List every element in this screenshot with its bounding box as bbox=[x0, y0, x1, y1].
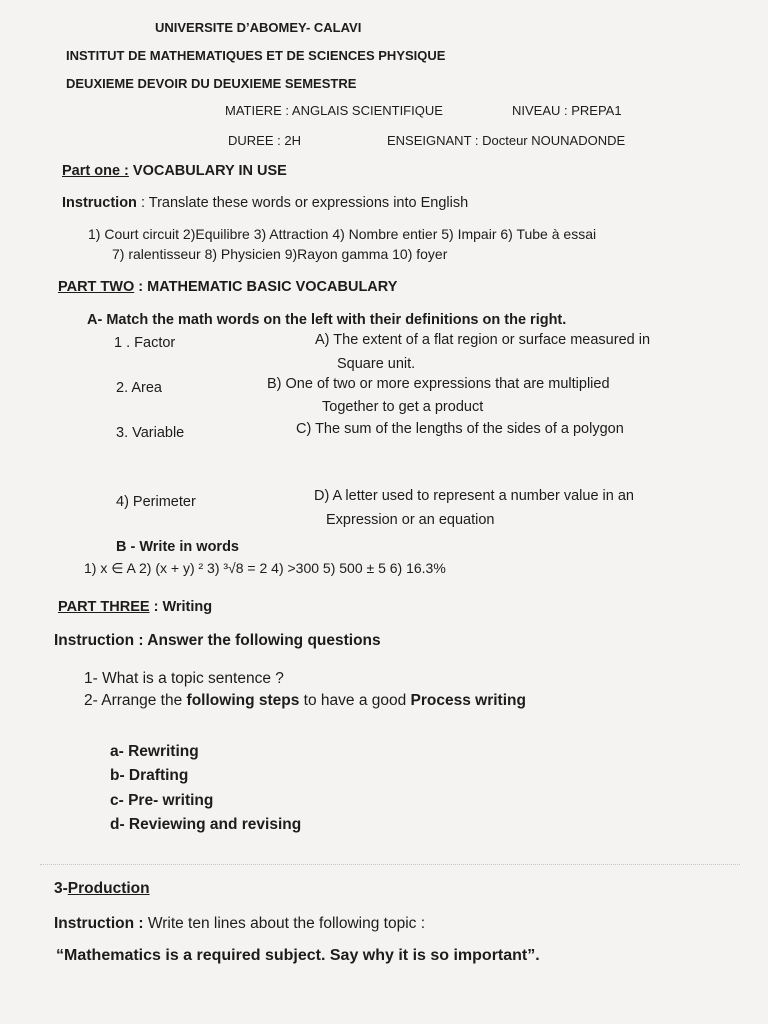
vocab-list-line-1: 1) Court circuit 2)Equilibre 3) Attraction 4) Nombre entier 5) Impair 6) Tube à essai bbox=[88, 226, 597, 242]
step-c: c- Pre- writing bbox=[110, 792, 214, 809]
write-in-words-heading: B - Write in words bbox=[116, 539, 239, 555]
part-two-title: : MATHEMATIC BASIC VOCABULARY bbox=[134, 279, 398, 295]
step-d: d- Reviewing and revising bbox=[110, 816, 302, 833]
production-instruction-text: Write ten lines about the following topic : bbox=[143, 915, 426, 932]
definition-b-line-2: Together to get a product bbox=[322, 399, 484, 415]
production-instruction-label: Instruction : bbox=[54, 915, 144, 932]
definition-c-line-1: C) The sum of the lengths of the sides of a polygon bbox=[296, 421, 624, 437]
university-name: UNIVERSITE D’ABOMEY- CALAVI bbox=[155, 20, 362, 35]
level-line: NIVEAU : PREPA1 bbox=[512, 103, 622, 118]
part-two-label: PART TWO bbox=[58, 279, 135, 295]
question-2 bbox=[84, 692, 526, 710]
question-2-mid: to have a good bbox=[299, 692, 411, 709]
subject-line: MATIERE : ANGLAIS SCIENTIFIQUE bbox=[225, 103, 443, 118]
definition-a-line-1: A) The extent of a flat region or surface measured in bbox=[315, 332, 651, 348]
production-instruction bbox=[54, 915, 425, 933]
production-topic: “Mathematics is a required subject. Say why it is so important”. bbox=[56, 947, 540, 964]
part-one-label: Part one : bbox=[62, 163, 129, 179]
step-b: b- Drafting bbox=[110, 767, 189, 784]
word-variable: 3. Variable bbox=[116, 425, 185, 441]
word-area: 2. Area bbox=[116, 380, 162, 396]
question-2-bold-process: Process writing bbox=[410, 692, 526, 709]
question-1: 1- What is a topic sentence ? bbox=[84, 670, 284, 687]
teacher-line: ENSEIGNANT : Docteur NOUNADONDE bbox=[387, 133, 626, 148]
write-in-words-items: 1) x ∈ A 2) (x + y) ² 3) ³√8 = 2 4) >300 5) 500 ± 5 6) 16.3% bbox=[84, 560, 446, 576]
part-three-title: : Writing bbox=[149, 599, 213, 615]
part-three-label: PART THREE bbox=[58, 599, 150, 615]
match-instruction: A- Match the math words on the left with their definitions on the right. bbox=[87, 312, 567, 328]
production-number: 3- bbox=[54, 880, 68, 897]
production-label: Production bbox=[67, 880, 150, 897]
vocab-list-line-2: 7) ralentisseur 8) Physicien 9)Rayon gamma 10) foyer bbox=[112, 246, 448, 262]
institute-name: INSTITUT DE MATHEMATIQUES ET DE SCIENCES PHYSIQUE bbox=[66, 48, 446, 63]
instruction-text: : Translate these words or expressions into English bbox=[136, 195, 469, 211]
question-2-bold-steps: following steps bbox=[186, 692, 300, 709]
question-2-prefix: 2- Arrange the bbox=[84, 692, 187, 709]
word-factor: 1 . Factor bbox=[114, 335, 176, 351]
part-three-instruction: Instruction : Answer the following questions bbox=[54, 632, 381, 649]
section-divider bbox=[40, 864, 740, 865]
production-heading bbox=[54, 880, 150, 898]
step-a: a- Rewriting bbox=[110, 743, 199, 760]
part-one-instruction bbox=[62, 194, 468, 212]
exam-title: DEUXIEME DEVOIR DU DEUXIEME SEMESTRE bbox=[66, 76, 357, 91]
definition-b-line-1: B) One of two or more expressions that are multiplied bbox=[267, 376, 610, 392]
part-one-heading bbox=[62, 162, 287, 180]
definition-a-line-2: Square unit. bbox=[337, 356, 416, 372]
definition-d-line-1: D) A letter used to represent a number value in an bbox=[314, 488, 634, 504]
part-three-heading bbox=[58, 598, 212, 616]
instruction-label: Instruction bbox=[62, 195, 137, 211]
duration-line: DUREE : 2H bbox=[228, 133, 301, 148]
word-perimeter: 4) Perimeter bbox=[116, 494, 196, 510]
part-one-title: VOCABULARY IN USE bbox=[128, 163, 287, 179]
definition-d-line-2: Expression or an equation bbox=[326, 512, 495, 528]
part-two-heading bbox=[58, 278, 397, 296]
